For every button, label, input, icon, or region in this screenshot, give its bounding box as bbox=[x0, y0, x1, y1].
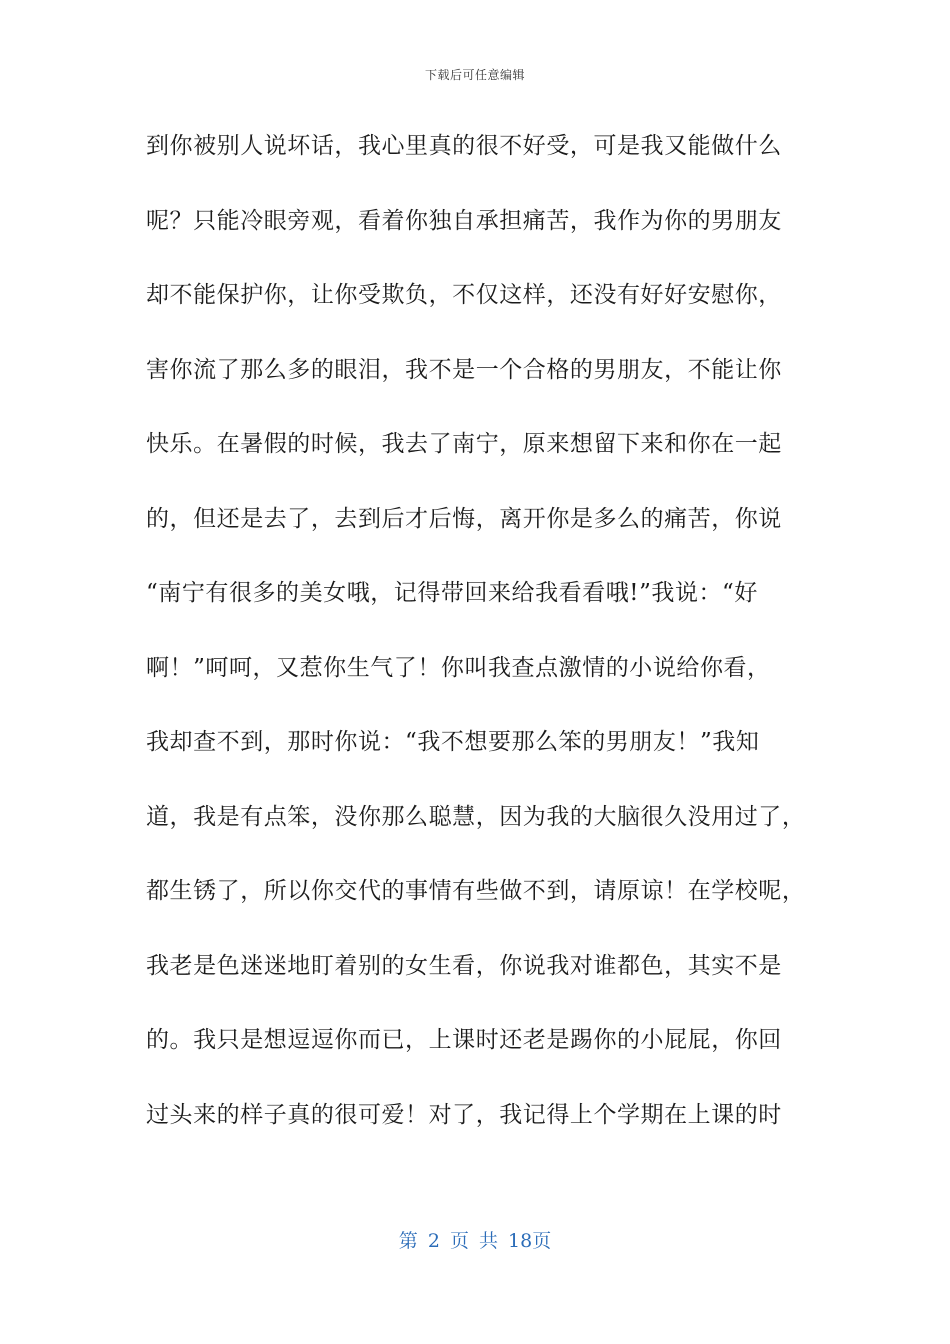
text-line: 却不能保护你，让你受欺负，不仅这样，还没有好好安慰你， bbox=[146, 282, 782, 308]
text-line: 呢？只能冷眼旁观，看着你独自承担痛苦，我作为你的男朋友 bbox=[146, 207, 782, 234]
text-line: 快乐。在暑假的时候，我去了南宁，原来想留下来和你在一起 bbox=[146, 431, 782, 457]
text-line: “南宁有很多的美女哦，记得带回来给我看看哦!”我说：“好 bbox=[146, 580, 758, 606]
text-line: 的。我只是想逗逗你而已，上课时还老是踢你的小屁屁，你回 bbox=[146, 1027, 782, 1053]
page-header: 下载后可任意编辑 bbox=[424, 68, 525, 82]
text-line: 的，但还是去了，去到后才后悔，离开你是多么的痛苦，你说 bbox=[146, 505, 782, 532]
document-body bbox=[146, 120, 806, 1163]
page-number: 第 2 页 共 18页 bbox=[398, 1230, 552, 1252]
text-line: 我老是色迷迷地盯着别的女生看，你说我对谁都色，其实不是 bbox=[146, 952, 782, 979]
text-line: 到你被别人说坏话，我心里真的很不好受，可是我又能做什么 bbox=[146, 133, 782, 159]
text-line: 害你流了那么多的眼泪，我不是一个合格的男朋友，不能让你 bbox=[146, 356, 782, 383]
text-line: 啊！”呵呵，又惹你生气了！你叫我查点激情的小说给你看， bbox=[146, 654, 771, 681]
text-line: 过头来的样子真的很可爱！对了，我记得上个学期在上课的时 bbox=[146, 1101, 782, 1128]
text-line: 都生锈了，所以你交代的事情有些做不到，请原谅！在学校呢， bbox=[146, 878, 806, 904]
text-line: 道，我是有点笨，没你那么聪慧，因为我的大脑很久没用过了， bbox=[146, 803, 806, 830]
text-line: 我却查不到，那时你说：“我不想要那么笨的男朋友！”我知 bbox=[146, 729, 760, 755]
